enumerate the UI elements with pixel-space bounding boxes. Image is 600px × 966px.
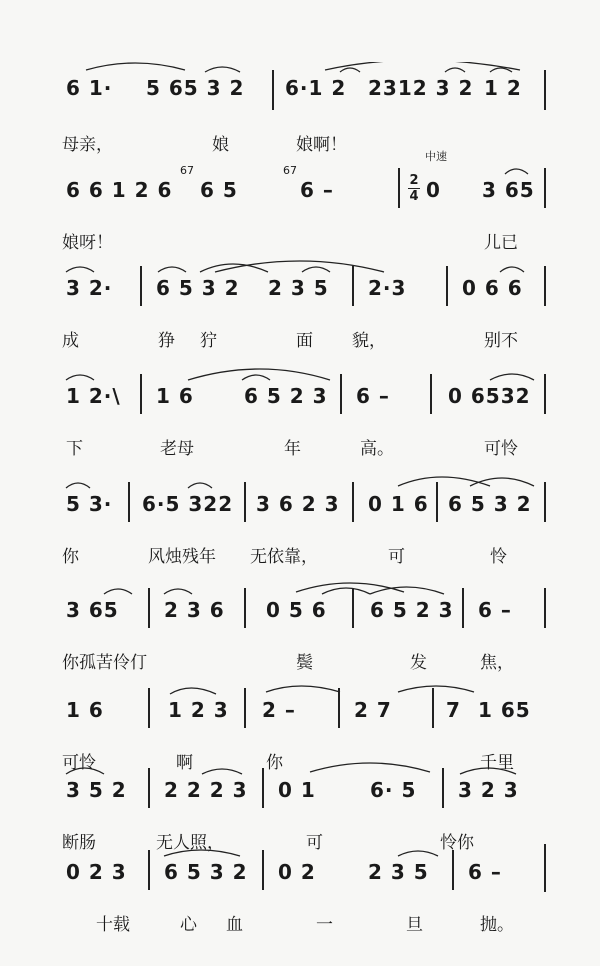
barline	[140, 374, 142, 414]
lyric: 貌，	[352, 331, 386, 351]
note-group: 6· 5	[370, 778, 417, 802]
barline	[148, 850, 150, 890]
note-group: 3 2·	[66, 276, 113, 300]
lyric: 儿已	[484, 233, 518, 253]
note-group: 0 5 6	[266, 598, 327, 622]
barline	[436, 482, 438, 522]
barline	[244, 482, 246, 522]
barline	[244, 688, 246, 728]
barline	[352, 482, 354, 522]
note-group: 3 5 2	[66, 778, 127, 802]
lyric: 你	[266, 753, 283, 773]
note-group: 0 1 6	[368, 492, 429, 516]
grace-note: 67	[180, 164, 194, 177]
barline	[544, 168, 546, 208]
lyric: 老母	[160, 439, 194, 459]
note-group: 6 5 2 3	[370, 598, 454, 622]
note-group: 6 5	[200, 178, 238, 202]
lyric: 可怜	[484, 439, 518, 459]
barline	[262, 850, 264, 890]
barline	[148, 588, 150, 628]
note-group: 2 3 6	[164, 598, 225, 622]
lyric: 高。	[360, 439, 394, 459]
note-group: 6·1 2	[285, 76, 347, 100]
note-group: 6 –	[478, 598, 512, 622]
note-group: 0 6532	[448, 384, 531, 408]
lyric: 千里	[480, 753, 514, 773]
note-group: 6 5 3 2	[156, 276, 240, 300]
barline	[544, 374, 546, 414]
lyric: 你孤苦伶仃	[62, 653, 147, 673]
barline	[340, 374, 342, 414]
note-group: 6 –	[356, 384, 390, 408]
barline	[244, 588, 246, 628]
barline	[352, 266, 354, 306]
note-group: 2 2 2 3	[164, 778, 248, 802]
note-group: 0 2 3	[66, 860, 127, 884]
lyric: 可怜	[62, 753, 96, 773]
note-group: 0 1	[278, 778, 316, 802]
note-group: 6 5 3 2	[448, 492, 532, 516]
lyric: 下	[66, 439, 83, 459]
lyric: 娘	[212, 135, 229, 155]
barline	[544, 844, 546, 892]
note-group: 0 6 6	[462, 276, 523, 300]
barline	[452, 850, 454, 890]
note-group: 6 –	[468, 860, 502, 884]
note-group: 2 3 5	[268, 276, 329, 300]
note-group: 6·5 322	[142, 492, 234, 516]
barline	[442, 768, 444, 808]
tempo-marking: 中速	[425, 150, 447, 163]
note-group: 6 6 1 2 6	[66, 178, 173, 202]
note-group: 1 6	[66, 698, 104, 722]
note-group: 3 65	[482, 178, 535, 202]
lyric: 断肠	[62, 833, 96, 853]
barline	[432, 688, 434, 728]
note-group: 2·3	[368, 276, 407, 300]
time-signature-bottom: 4	[409, 189, 419, 204]
barline	[338, 688, 340, 728]
note-group: 2 –	[262, 698, 296, 722]
lyric: 血	[226, 915, 243, 935]
lyric: 成	[62, 331, 79, 351]
barline	[398, 168, 400, 208]
grace-note: 67	[283, 164, 297, 177]
lyric: 无依靠，	[250, 547, 318, 567]
lyric: 面	[296, 331, 313, 351]
note-group: 6 1·	[66, 76, 113, 100]
lyric: 年	[284, 439, 301, 459]
lyric: 抛。	[480, 915, 514, 935]
lyric: 娘啊！	[296, 135, 347, 155]
note-group: 3 65	[66, 598, 119, 622]
lyric: 发	[410, 653, 427, 673]
barline	[544, 482, 546, 522]
note-group: 5 65 3 2	[146, 76, 245, 100]
barline	[544, 588, 546, 628]
lyric: 旦	[406, 915, 423, 935]
note-group: 3 2 3	[458, 778, 519, 802]
note-group: 7	[446, 698, 461, 722]
barline	[462, 588, 464, 628]
lyric: 可	[388, 547, 405, 567]
lyric: 一	[316, 915, 333, 935]
lyric: 娘呀！	[62, 233, 113, 253]
lyric: 心	[180, 915, 197, 935]
time-signature	[408, 174, 420, 203]
note-group: 5 3·	[66, 492, 113, 516]
lyric: 母亲，	[62, 135, 113, 155]
barline	[544, 266, 546, 306]
barline	[446, 266, 448, 306]
note-group: 1 2·\	[66, 384, 121, 408]
lyric: 你	[62, 547, 79, 567]
barline	[430, 374, 432, 414]
note-group: 0	[426, 178, 441, 202]
note-group: 1 2	[484, 76, 522, 100]
barline	[544, 70, 546, 110]
lyric: 别不	[484, 331, 518, 351]
note-group: 6 5 3 2	[164, 860, 248, 884]
lyric: 风烛残年	[148, 547, 216, 567]
time-signature-top: 2	[409, 173, 419, 188]
barline	[140, 266, 142, 306]
note-group: 2 7	[354, 698, 392, 722]
barline	[148, 688, 150, 728]
note-group: 3 6 2 3	[256, 492, 340, 516]
note-group: 1 6	[156, 384, 194, 408]
barline	[128, 482, 130, 522]
lyric: 怜	[490, 547, 507, 567]
barline	[148, 768, 150, 808]
lyric: 鬓	[296, 653, 313, 673]
lyric: 无人照，	[156, 833, 224, 853]
lyric: 狞	[200, 331, 217, 351]
note-group: 2312 3 2	[368, 76, 474, 100]
note-group: 6 5 2 3	[244, 384, 328, 408]
lyric: 狰	[158, 331, 175, 351]
barline	[262, 768, 264, 808]
barline	[272, 70, 274, 110]
barline	[352, 588, 354, 628]
note-group: 0 2	[278, 860, 316, 884]
lyric: 啊	[176, 753, 193, 773]
note-group: 2 3 5	[368, 860, 429, 884]
note-group: 6 –	[300, 178, 334, 202]
note-group: 1 2 3	[168, 698, 229, 722]
note-group: 1 65	[478, 698, 531, 722]
lyric: 焦，	[480, 653, 514, 673]
lyric: 可	[306, 833, 323, 853]
lyric: 怜你	[440, 833, 474, 853]
lyric: 十载	[96, 915, 130, 935]
